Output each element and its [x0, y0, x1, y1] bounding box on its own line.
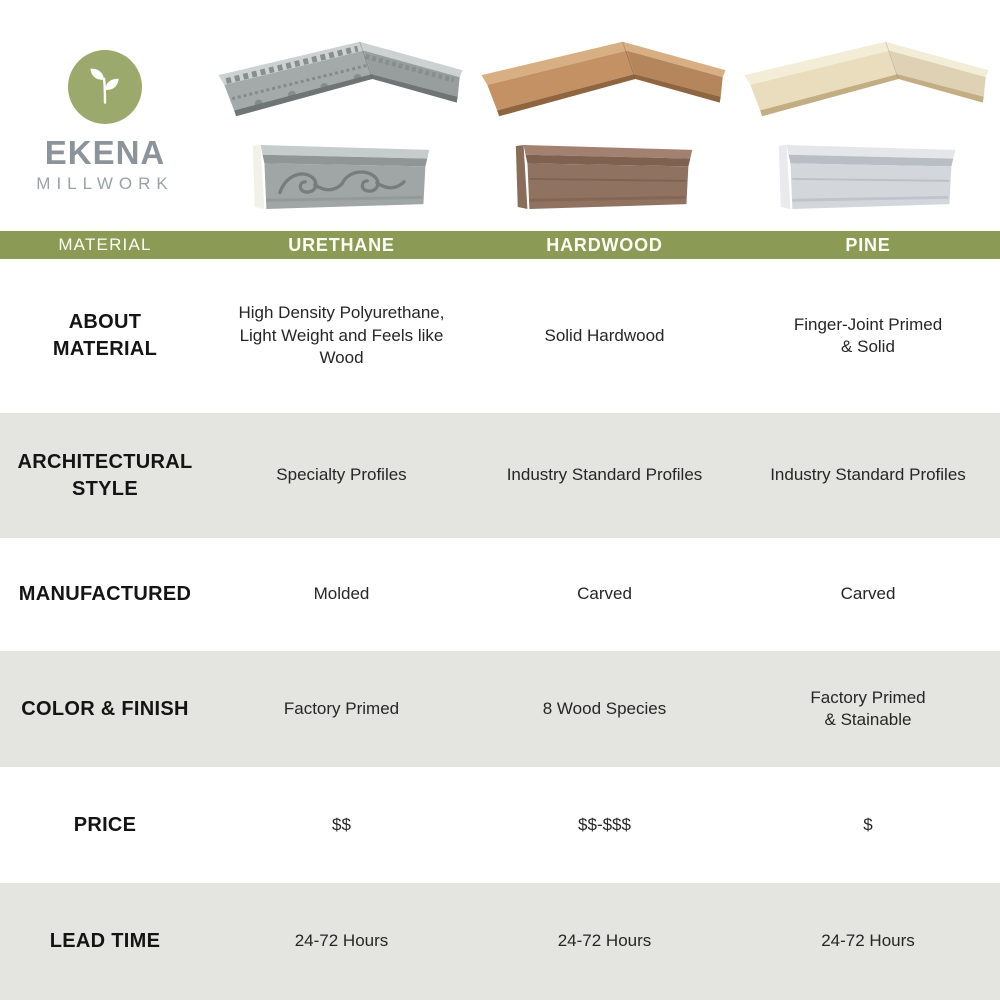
- table-row-color-finish: [0, 651, 1000, 767]
- table-cell: Industry Standard Profiles: [770, 465, 966, 485]
- table-cell: $$-$$$: [578, 814, 631, 834]
- brand-name: EKENA: [44, 134, 166, 171]
- table-cell: Solid Hardwood: [544, 325, 665, 345]
- table-cell: Factory Primed & Stainable: [810, 687, 926, 729]
- header-column-hardwood: HARDWOOD: [546, 234, 663, 255]
- row-label: PRICE: [73, 813, 137, 836]
- header-column-pine: PINE: [845, 234, 891, 255]
- table-cell: Factory Primed: [283, 698, 400, 718]
- hardwood-product-images: [473, 0, 736, 231]
- brand-logo: [0, 0, 210, 231]
- table-cell: 24-72 Hours: [821, 931, 915, 951]
- row-label: MANUFACTURED: [18, 583, 192, 605]
- table-row-about-material: [0, 259, 1000, 413]
- table-cell: $$: [332, 814, 351, 834]
- table-row-price: [0, 767, 1000, 883]
- pine-product-images: [736, 0, 1000, 231]
- row-label: COLOR & FINISH: [21, 697, 189, 720]
- brand-subname: MILLWORK: [36, 174, 174, 193]
- table-cell: Carved: [577, 584, 632, 604]
- table-cell: 8 Wood Species: [542, 698, 667, 718]
- leaf-plant-icon: [68, 50, 142, 124]
- table-cell: Carved: [840, 584, 896, 604]
- table-header-band: [0, 231, 1000, 259]
- table-row-architectural-style: [0, 413, 1000, 538]
- table-cell: Finger-Joint Primed & Solid: [793, 314, 943, 356]
- table-cell: Molded: [313, 584, 370, 604]
- table-cell: Industry Standard Profiles: [506, 465, 703, 485]
- hardwood-crown-molding-image: [475, 30, 735, 132]
- table-cell: High Density Polyurethane, Light Weight and Feels like Wood: [238, 303, 445, 368]
- table-row-manufactured: [0, 538, 1000, 651]
- row-label: ARCHITECTURAL STYLE: [17, 450, 193, 500]
- table-cell: $: [863, 814, 873, 834]
- pine-crown-molding-image: [738, 30, 998, 132]
- header-column-urethane: URETHANE: [288, 234, 395, 255]
- header-material-label: MATERIAL: [58, 235, 152, 254]
- table-cell: 24-72 Hours: [294, 931, 389, 951]
- table-cell: Specialty Profiles: [276, 465, 407, 485]
- brand-header: [0, 0, 1000, 231]
- urethane-product-images: [210, 0, 473, 231]
- table-cell: 24-72 Hours: [557, 931, 652, 951]
- hardwood-trim-molding-image: [510, 136, 700, 218]
- urethane-trim-molding-image: [247, 136, 437, 218]
- urethane-crown-molding-image: [212, 30, 472, 132]
- pine-trim-molding-image: [773, 136, 963, 218]
- row-label: ABOUT MATERIAL: [52, 311, 158, 360]
- table-row-lead-time: [0, 883, 1000, 1000]
- row-label: LEAD TIME: [49, 930, 161, 952]
